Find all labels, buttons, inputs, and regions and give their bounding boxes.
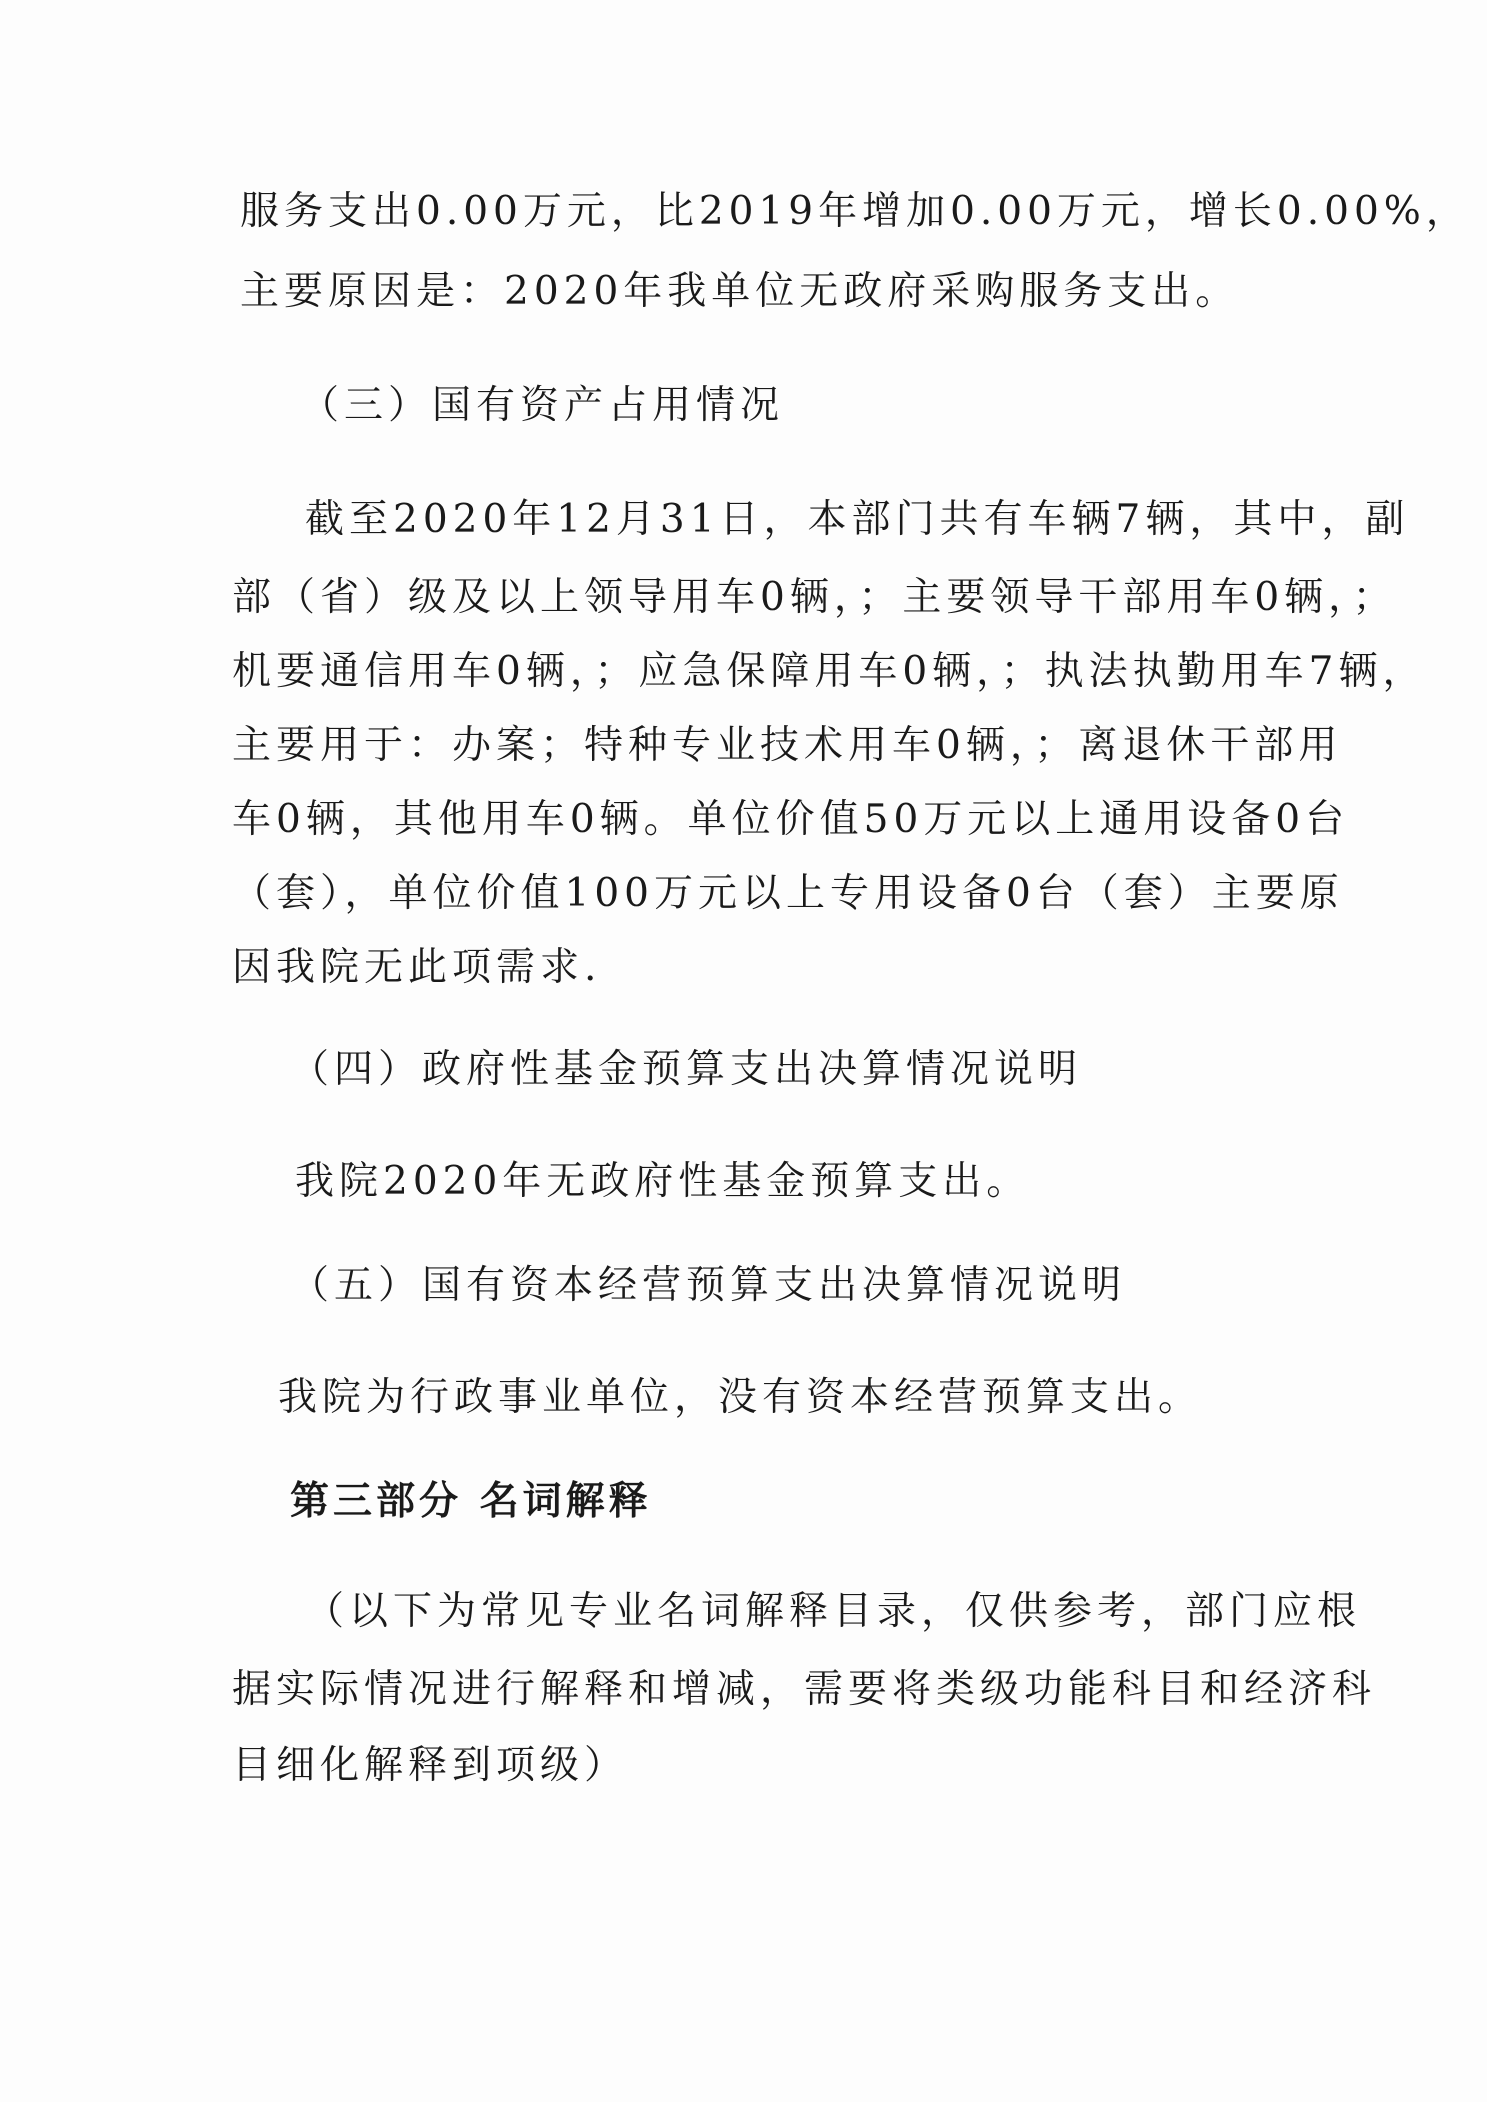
para2-line7: 因我院无此项需求. [232,945,602,990]
para2-line6: （套），单位价值100万元以上专用设备0台（套）主要原 [232,871,1344,916]
section5-heading: （五）国有资本经营预算支出决算情况说明 [290,1263,1127,1308]
para5-line2: 据实际情况进行解释和增减，需要将类级功能科目和经济科 [232,1667,1377,1712]
para2-line1: 截至2020年12月31日，本部门共有车辆7辆，其中，副 [305,497,1410,542]
para5-line1: （以下为常见专业名词解释目录，仅供参考，部门应根 [305,1589,1362,1634]
section4-heading: （四）政府性基金预算支出决算情况说明 [290,1047,1083,1092]
para4: 我院为行政事业单位，没有资本经营预算支出。 [278,1375,1203,1420]
para1-line1: 服务支出0.00万元，比2019年增加0.00万元，增长0.00%， [240,189,1470,234]
para2-line2: 部（省）级及以上领导用车0辆，；主要领导干部用车0辆，； [232,575,1397,620]
para2-line3: 机要通信用车0辆，；应急保障用车0辆，；执法执勤用车7辆， [232,649,1427,694]
para1-line2: 主要原因是：2020年我单位无政府采购服务支出。 [240,269,1240,314]
para2-line4: 主要用于：办案；特种专业技术用车0辆，；离退休干部用 [232,723,1343,768]
para2-line5: 车0辆，其他用车0辆。单位价值50万元以上通用设备0台 [232,797,1350,842]
section3-heading: （三）国有资产占用情况 [300,383,785,428]
part3-heading: 第三部分 名词解释 [290,1479,652,1524]
para5-line3: 目细化解释到项级） [232,1743,629,1788]
para3: 我院2020年无政府性基金预算支出。 [295,1159,1031,1204]
